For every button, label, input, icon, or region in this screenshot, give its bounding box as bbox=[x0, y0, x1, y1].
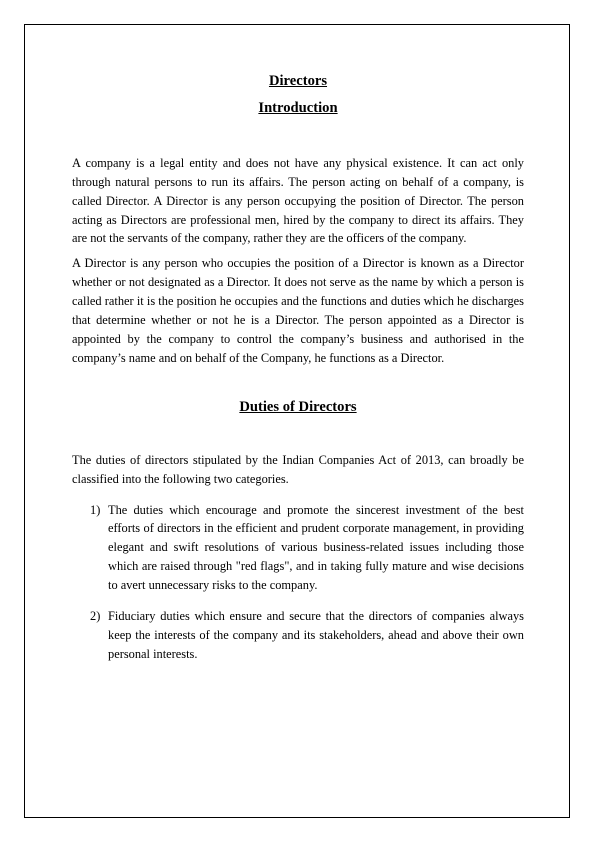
list-item-text: The duties which encourage and promote the sincerest investment of the best efforts of directors in the efficient and prudent corporate management, in providing elegant and swift resolutions of various business-related issues including those which are raised through "red flags", and in taking fully mature and wise decisions to avert unnecessary risks to the company. bbox=[108, 502, 524, 593]
duties-heading: Duties of Directors bbox=[239, 398, 357, 415]
list-item bbox=[72, 501, 524, 596]
list-item bbox=[72, 607, 524, 664]
duties-list bbox=[72, 501, 524, 664]
introduction-heading: Introduction bbox=[258, 99, 338, 116]
list-item-marker: 1) bbox=[90, 502, 101, 517]
intro-paragraph-2: A Director is any person who occupies the position of a Director is known as a Director whether or not designated as a Director. It does not serve as the name by which a person is called rather it is the position he occupies and the functions and duties which he discharges that determine whether or not he is a Director. The person appointed as a Director is appointed by the company to control the company’s business and authorised in the company’s name and on behalf of the Company, he functions as a Director. bbox=[72, 256, 524, 365]
list-item-text: Fiduciary duties which ensure and secure that the directors of companies always keep the interests of the company and its stakeholders, ahead and above their own personal interests. bbox=[108, 609, 524, 661]
document-title: Directors bbox=[268, 73, 328, 89]
list-item-marker: 2) bbox=[90, 609, 101, 624]
duties-intro-paragraph: The duties of directors stipulated by the Indian Companies Act of 2013, can broadly be classified into the following two categories. bbox=[72, 452, 524, 486]
intro-paragraph-1: A company is a legal entity and does not have any physical existence. It can act only through natural persons to run its affairs. The person acting on behalf of a company, is called Director. A Director is any person occupying the position of Director. The person acting as Directors are professional men, hired by the company to direct its affairs. They are not the servants of the company, rather they are the officers of the company. bbox=[72, 155, 524, 246]
document-body bbox=[72, 72, 524, 676]
